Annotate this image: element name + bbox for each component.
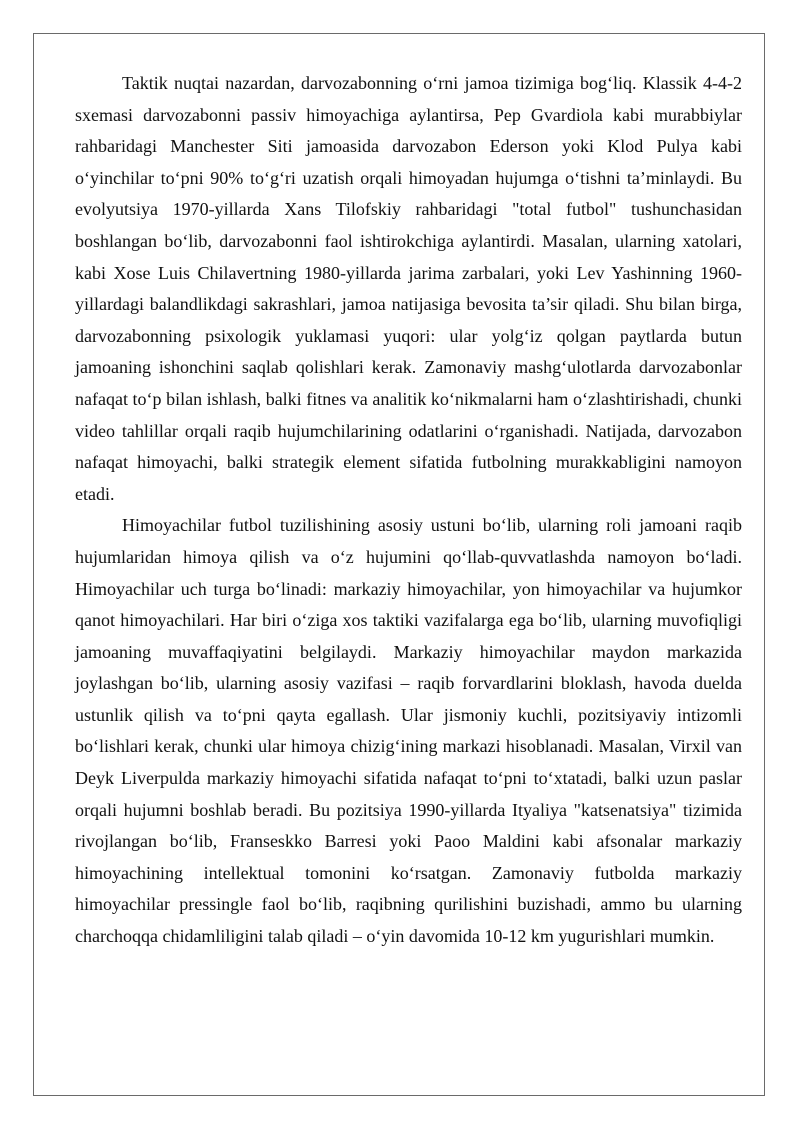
document-body: [75, 68, 742, 953]
paragraph-defenders: Himoyachilar futbol tuzilishining asosiy ustuni bo‘lib, ularning roli jamoani raqib hujumlaridan himoya qilish va o‘z hujumini qo‘llab-quvvatlashda namoyon bo‘ladi. Himoyachilar uch turga bo‘linadi: markaziy himoyachilar, yon himoyachilar va hujumkor qanot himoyachilari. Har biri o‘ziga xos taktiki vazifalarga ega bo‘lib, ularning muvofiqligi jamoaning muvaffaqiyatini belgilaydi. Markaziy himoyachilar maydon markazida joylashgan bo‘lib, ularning asosiy vazifasi – raqib forvardlarini bloklash, havoda duelda ustunlik qilish va to‘pni qayta egallash. Ular jismoniy kuchli, pozitsiyaviy intizomli bo‘lishlari kerak, chunki ular himoya chizig‘ining markazi hisoblanadi. Masalan, Virxil van Deyk Liverpulda markaziy himoyachi sifatida nafaqat to‘pni to‘xtatadi, balki uzun paslar orqali hujumni boshlab beradi. Bu pozitsiya 1990-yillarda Ityaliya "katsenatsiya" tizimida rivojlangan bo‘lib, Franseskko Barresi yoki Paoo Maldini kabi afsonalar markaziy himoyachining intellektual tomonini ko‘rsatgan. Zamonaviy futbolda markaziy himoyachilar pressingle faol bo‘lib, raqibning qurilishini buzishadi, ammo bu ularning charchoqqa chidamliligini talab qiladi – o‘yin davomida 10-12 km yugurishlari mumkin.: [75, 515, 742, 947]
paragraph-goalkeeper-tactics: Taktik nuqtai nazardan, darvozabonning o‘rni jamoa tizimiga bog‘liq. Klassik 4-4-2 sxemasi darvozabonni passiv himoyachiga aylantirsa, Pep Gvardiola kabi murabbiylar rahbaridagi Manchester Siti jamoasida darvozabon Ederson yoki Klod Pulya kabi o‘yinchilar to‘pni 90% to‘g‘ri uzatish orqali himoyadan hujumga o‘tishni ta’minlaydi. Bu evolyutsiya 1970-yillarda Xans Tilofskiy rahbaridagi "total futbol" tushunchasidan boshlangan bo‘lib, darvozabonni faol ishtirokchiga aylantirdi. Masalan, ularning xatolari, kabi Xose Luis Chilavertning 1980-yillarda jarima zarbalari, yoki Lev Yashinning 1960-yillardagi balandlikdagi sakrashlari, jamoa natijasiga bevosita ta’sir qiladi. Shu bilan birga, darvozabonning psixologik yuklamasi yuqori: ular yolg‘iz qolgan paytlarda butun jamoaning ishonchini saqlab qolishlari kerak. Zamonaviy mashg‘ulotlarda darvozabonlar nafaqat to‘p bilan ishlash, balki fitnes va analitik ko‘nikmalarni ham o‘zlashtirishadi, chunki video tahlillar orqali raqib hujumchilarining odatlarini o‘rganishadi. Natijada, darvozabon nafaqat himoyachi, balki strategik element sifatida futbolning murakkabligini namoyon etadi.: [75, 73, 742, 504]
